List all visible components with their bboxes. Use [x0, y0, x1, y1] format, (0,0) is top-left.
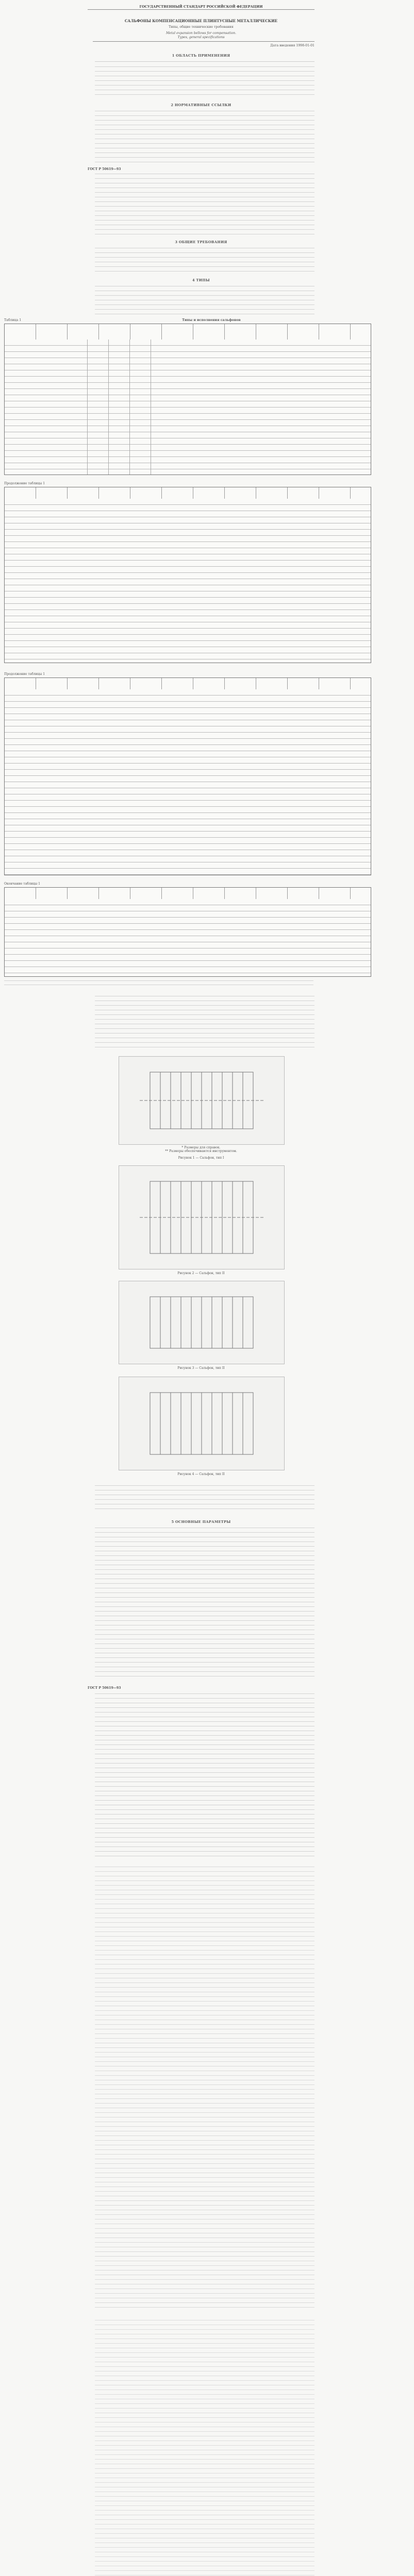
bellows-drawing-3	[119, 1281, 284, 1364]
figure-3-drawing	[119, 1281, 285, 1364]
tooling-note: ** Размеры обеспечиваются инструментом.	[165, 1149, 237, 1153]
section-3-heading: 3 ОБЩИЕ ТРЕБОВАНИЯ	[175, 240, 227, 244]
section-4-body	[95, 284, 314, 316]
standard-banner: ГОСУДАРСТВЕННЫЙ СТАНДАРТ РОССИЙСКОЙ ФЕДЕРАЦИИ	[139, 5, 263, 9]
figure-1-caption: Рисунок 1 — Сальфон, тип I	[178, 1156, 224, 1160]
top-rule	[88, 9, 314, 10]
lower-page-block-1	[95, 1865, 314, 2308]
bellows-drawing-4	[119, 1377, 284, 1470]
figure-1-notes	[119, 1146, 284, 1153]
lower-page-block-2	[95, 2318, 314, 2576]
table-1-end-label: Окончание таблицы 1	[4, 882, 40, 886]
english-title-2: Types, general specifications	[177, 36, 225, 39]
bellows-drawing-1	[119, 1057, 284, 1144]
section-5-continued	[95, 1692, 314, 1857]
margin-note-1	[392, 330, 395, 392]
bellows-drawing-2	[119, 1166, 284, 1269]
section-3-body	[95, 246, 314, 275]
table-1	[4, 324, 371, 475]
table-1-continued-label-2: Продолжение таблицы 1	[4, 672, 45, 676]
section-4-heading: 4 ТИПЫ	[192, 278, 210, 282]
clause-4-3-body	[95, 994, 314, 1051]
english-title-1: Metal expansion bellows for compensation.	[165, 31, 237, 35]
section-1-body	[95, 60, 314, 98]
table-1-label: Таблица 1	[4, 318, 22, 322]
figure-1-drawing	[119, 1056, 285, 1145]
table-1-continued-2	[4, 677, 371, 875]
table-1-title: Типы и исполнения сальфонов	[182, 318, 241, 322]
table-1-footnotes	[4, 979, 313, 988]
title-rule	[93, 41, 314, 42]
section-5-body	[95, 1526, 314, 1681]
dimensions-note: * Размеры для справок.	[181, 1146, 221, 1149]
introduction-date: Дата введения 1998-01-01	[270, 44, 314, 47]
table-1-end	[4, 887, 371, 977]
example-designation	[95, 1484, 314, 1513]
figure-4-caption: Рисунок 4 — Сальфон, тип II	[177, 1472, 225, 1476]
table-1-continued-label: Продолжение таблицы 1	[4, 482, 45, 485]
section-2-body	[95, 109, 314, 165]
section-1-heading: 1 ОБЛАСТЬ ПРИМЕНЕНИЯ	[172, 54, 230, 58]
section-5-heading: 5 ОСНОВНЫЕ ПАРАМЕТРЫ	[171, 1520, 231, 1524]
document-subtitle: Типы, общие технические требования	[169, 25, 234, 29]
gost-reference-label-2: ГОСТ Р 50619—93	[88, 1686, 121, 1690]
figure-2-drawing	[119, 1165, 285, 1269]
table-1-continued	[4, 487, 371, 663]
figure-2-caption: Рисунок 2 — Сальфон, тип II	[177, 1272, 225, 1275]
figure-4-drawing	[119, 1377, 285, 1470]
section-2-heading: 2 НОРМАТИВНЫЕ ССЫЛКИ	[171, 103, 231, 107]
gost-reference-label: ГОСТ Р 50619—93	[88, 167, 121, 171]
document-title: САЛЬФОНЫ КОМПЕНСАЦИОННЫЕ ПЛИНТУСНЫЕ МЕТАЛЛИЧЕСКИЕ	[124, 19, 278, 23]
figure-3-caption: Рисунок 3 — Сальфон, тип II	[177, 1366, 225, 1370]
references-continued	[95, 172, 314, 237]
